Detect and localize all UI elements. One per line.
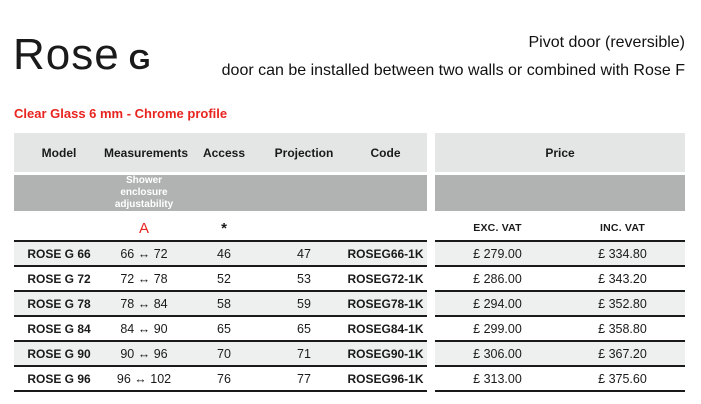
model-cell: ROSE G 72 (27, 271, 91, 286)
projection-cell: 65 (297, 321, 311, 336)
price-header-row (435, 133, 685, 172)
access-cell: 76 (217, 371, 231, 386)
code-cell: ROSEG90-1K (347, 346, 424, 361)
price-row (435, 367, 685, 392)
col-header-projection: Projection (274, 145, 334, 160)
projection-cell: 59 (297, 296, 311, 311)
exc-vat-cell: £ 306.00 (473, 346, 522, 361)
code-cell: ROSEG72-1K (347, 271, 424, 286)
table-row (14, 242, 427, 267)
price-row (435, 342, 685, 367)
access-cell: 46 (217, 246, 231, 261)
measurements-cell: 72 ↔ 78 (120, 271, 168, 286)
model-cell: ROSE G 96 (27, 371, 91, 386)
symbol-row (14, 216, 427, 242)
brand-title (13, 30, 151, 79)
model-cell: ROSE G 90 (27, 346, 91, 361)
exc-vat-cell: £ 294.00 (473, 296, 522, 311)
brand-suffix: G (128, 44, 151, 75)
exc-vat-cell: £ 299.00 (473, 321, 522, 336)
spec-header-row (14, 133, 427, 172)
col-header-access: Access (202, 145, 246, 160)
price-row (435, 242, 685, 267)
model-cell: ROSE G 84 (27, 321, 91, 336)
adjustability-band-label: Shower enclosure adjustability (114, 175, 174, 210)
inc-vat-cell: £ 367.20 (598, 346, 647, 361)
price-table (14, 133, 685, 392)
projection-cell: 77 (297, 371, 311, 386)
price-band (435, 175, 685, 211)
inc-vat-header: INC. VAT (600, 222, 645, 234)
access-cell: 58 (217, 296, 231, 311)
exc-vat-header: EXC. VAT (473, 222, 522, 234)
tagline-line-2: door can be installed between two walls or combined with Rose F (221, 62, 685, 79)
model-cell: ROSE G 78 (27, 296, 91, 311)
measurements-cell: 66 ↔ 72 (120, 246, 168, 261)
measurements-cell: 78 ↔ 84 (120, 296, 168, 311)
table-row (14, 292, 427, 317)
brand-name: Rose (13, 30, 120, 79)
access-cell: 70 (217, 346, 231, 361)
inc-vat-cell: £ 343.20 (598, 271, 647, 286)
access-cell: 65 (217, 321, 231, 336)
projection-cell: 47 (297, 246, 311, 261)
model-cell: ROSE G 66 (27, 246, 91, 261)
table-row (14, 267, 427, 292)
code-cell: ROSEG78-1K (347, 296, 424, 311)
price-row (435, 267, 685, 292)
price-panel (435, 133, 685, 392)
col-header-price: Price (545, 145, 575, 160)
col-header-measurements: Measurements (104, 145, 189, 160)
glass-profile-subtitle: Clear Glass 6 mm - Chrome profile (14, 106, 228, 121)
product-tagline (222, 29, 685, 85)
tagline-line-1: Pivot door (reversible) (528, 34, 685, 51)
code-cell: ROSEG84-1K (347, 321, 424, 336)
inc-vat-cell: £ 352.80 (598, 296, 647, 311)
table-row (14, 317, 427, 342)
vat-header-row (435, 216, 685, 242)
col-header-code: Code (370, 145, 401, 160)
code-cell: ROSEG66-1K (347, 246, 424, 261)
table-row (14, 367, 427, 392)
exc-vat-cell: £ 279.00 (473, 246, 522, 261)
measurements-cell: 84 ↔ 90 (120, 321, 168, 336)
inc-vat-cell: £ 358.80 (598, 321, 647, 336)
measurements-cell: 90 ↔ 96 (120, 346, 168, 361)
code-cell: ROSEG96-1K (347, 371, 424, 386)
access-cell: 52 (217, 271, 231, 286)
price-row (435, 317, 685, 342)
inc-vat-cell: £ 375.60 (598, 371, 647, 386)
projection-cell: 53 (297, 271, 311, 286)
access-asterisk-symbol: * (221, 219, 227, 237)
inc-vat-cell: £ 334.80 (598, 246, 647, 261)
table-row (14, 342, 427, 367)
adjustability-symbol: A (138, 219, 149, 237)
adjustability-band (14, 175, 427, 211)
exc-vat-cell: £ 313.00 (473, 371, 522, 386)
exc-vat-cell: £ 286.00 (473, 271, 522, 286)
price-row (435, 292, 685, 317)
spec-panel (14, 133, 427, 392)
col-header-model: Model (41, 145, 77, 160)
measurements-cell: 96 ↔ 102 (116, 371, 172, 386)
projection-cell: 71 (297, 346, 311, 361)
